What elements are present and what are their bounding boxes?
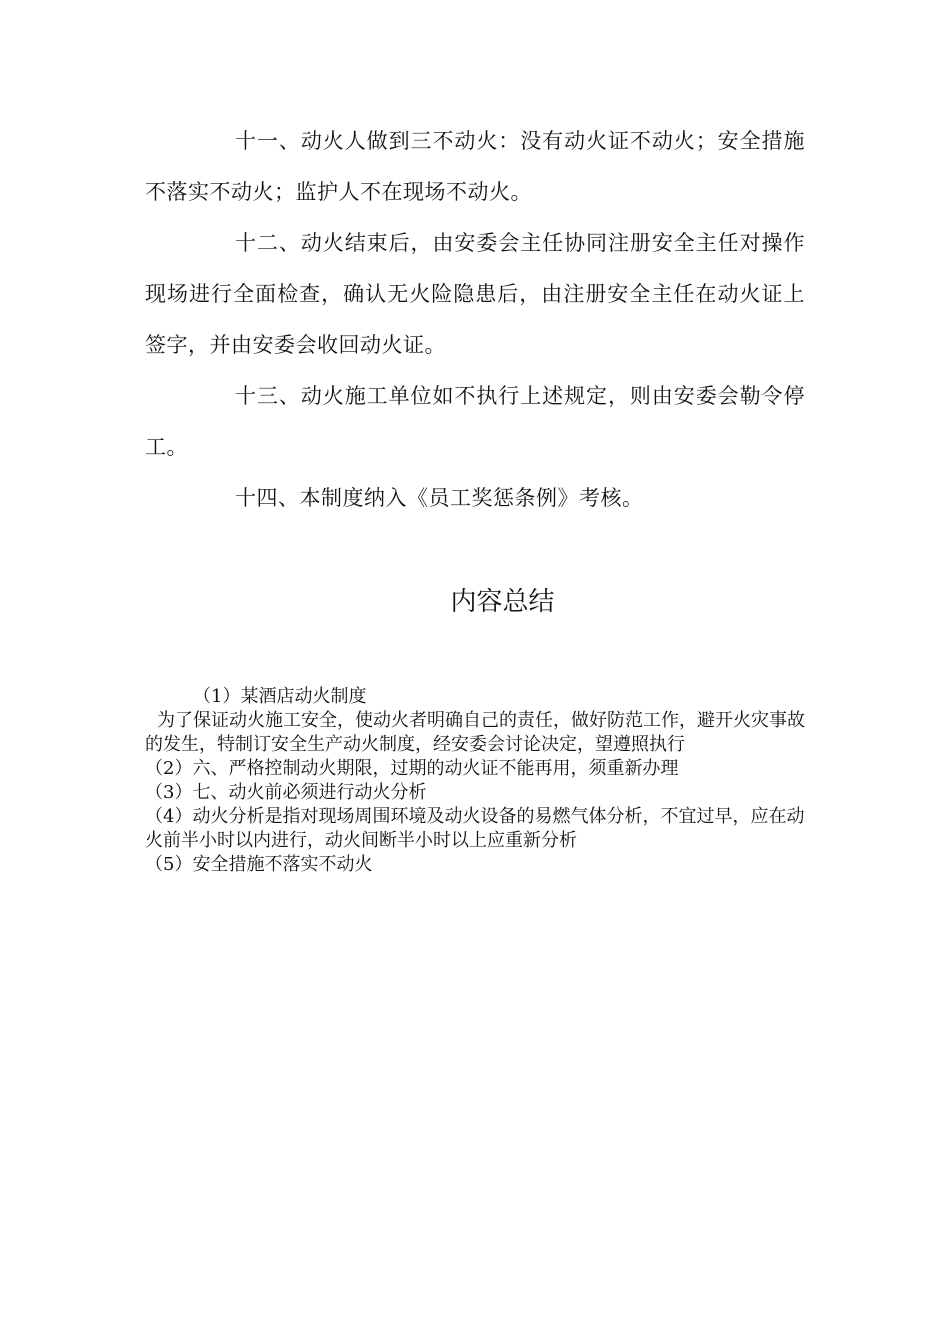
regulation-paragraph-14: 十四、本制度纳入《员工奖惩条例》考核。 xyxy=(235,486,644,510)
regulation-paragraph-12: 十二、动火结束后，由安委会主任协同注册安全主任对操作现场进行全面检查，确认无火险隐患后，由注册安全主任在动火证上签字，并由安委会收回动火证。 xyxy=(145,231,805,357)
summary-section xyxy=(145,685,805,877)
summary-item: （3）七、动火前必须进行动火分析 xyxy=(145,782,427,803)
summary-intro: 为了保证动火施工安全，使动火者明确自己的责任，做好防范工作，避开火灾事故的发生，特制订安全生产动火制度，经安委会讨论决定，望遵照执行 xyxy=(145,710,805,755)
summary-heading: （1）某酒店动火制度 xyxy=(193,686,367,707)
summary-title: 内容总结 xyxy=(450,587,555,617)
summary-item: （4）动火分析是指对现场周围环境及动火设备的易燃气体分析，不宜过早，应在动火前半小时以内进行，动火间断半小时以上应重新分析 xyxy=(145,806,805,851)
regulation-body xyxy=(145,116,805,524)
regulation-paragraph-13: 十三、动火施工单位如不执行上述规定，则由安委会勒令停工。 xyxy=(145,384,805,459)
summary-item: （5）安全措施不落实不动火 xyxy=(145,854,373,875)
regulation-paragraph-11: 十一、动火人做到三不动火：没有动火证不动火；安全措施不落实不动火；监护人不在现场不动火。 xyxy=(145,129,805,204)
summary-item: （2）六、严格控制动火期限，过期的动火证不能再用，须重新办理 xyxy=(145,758,679,779)
